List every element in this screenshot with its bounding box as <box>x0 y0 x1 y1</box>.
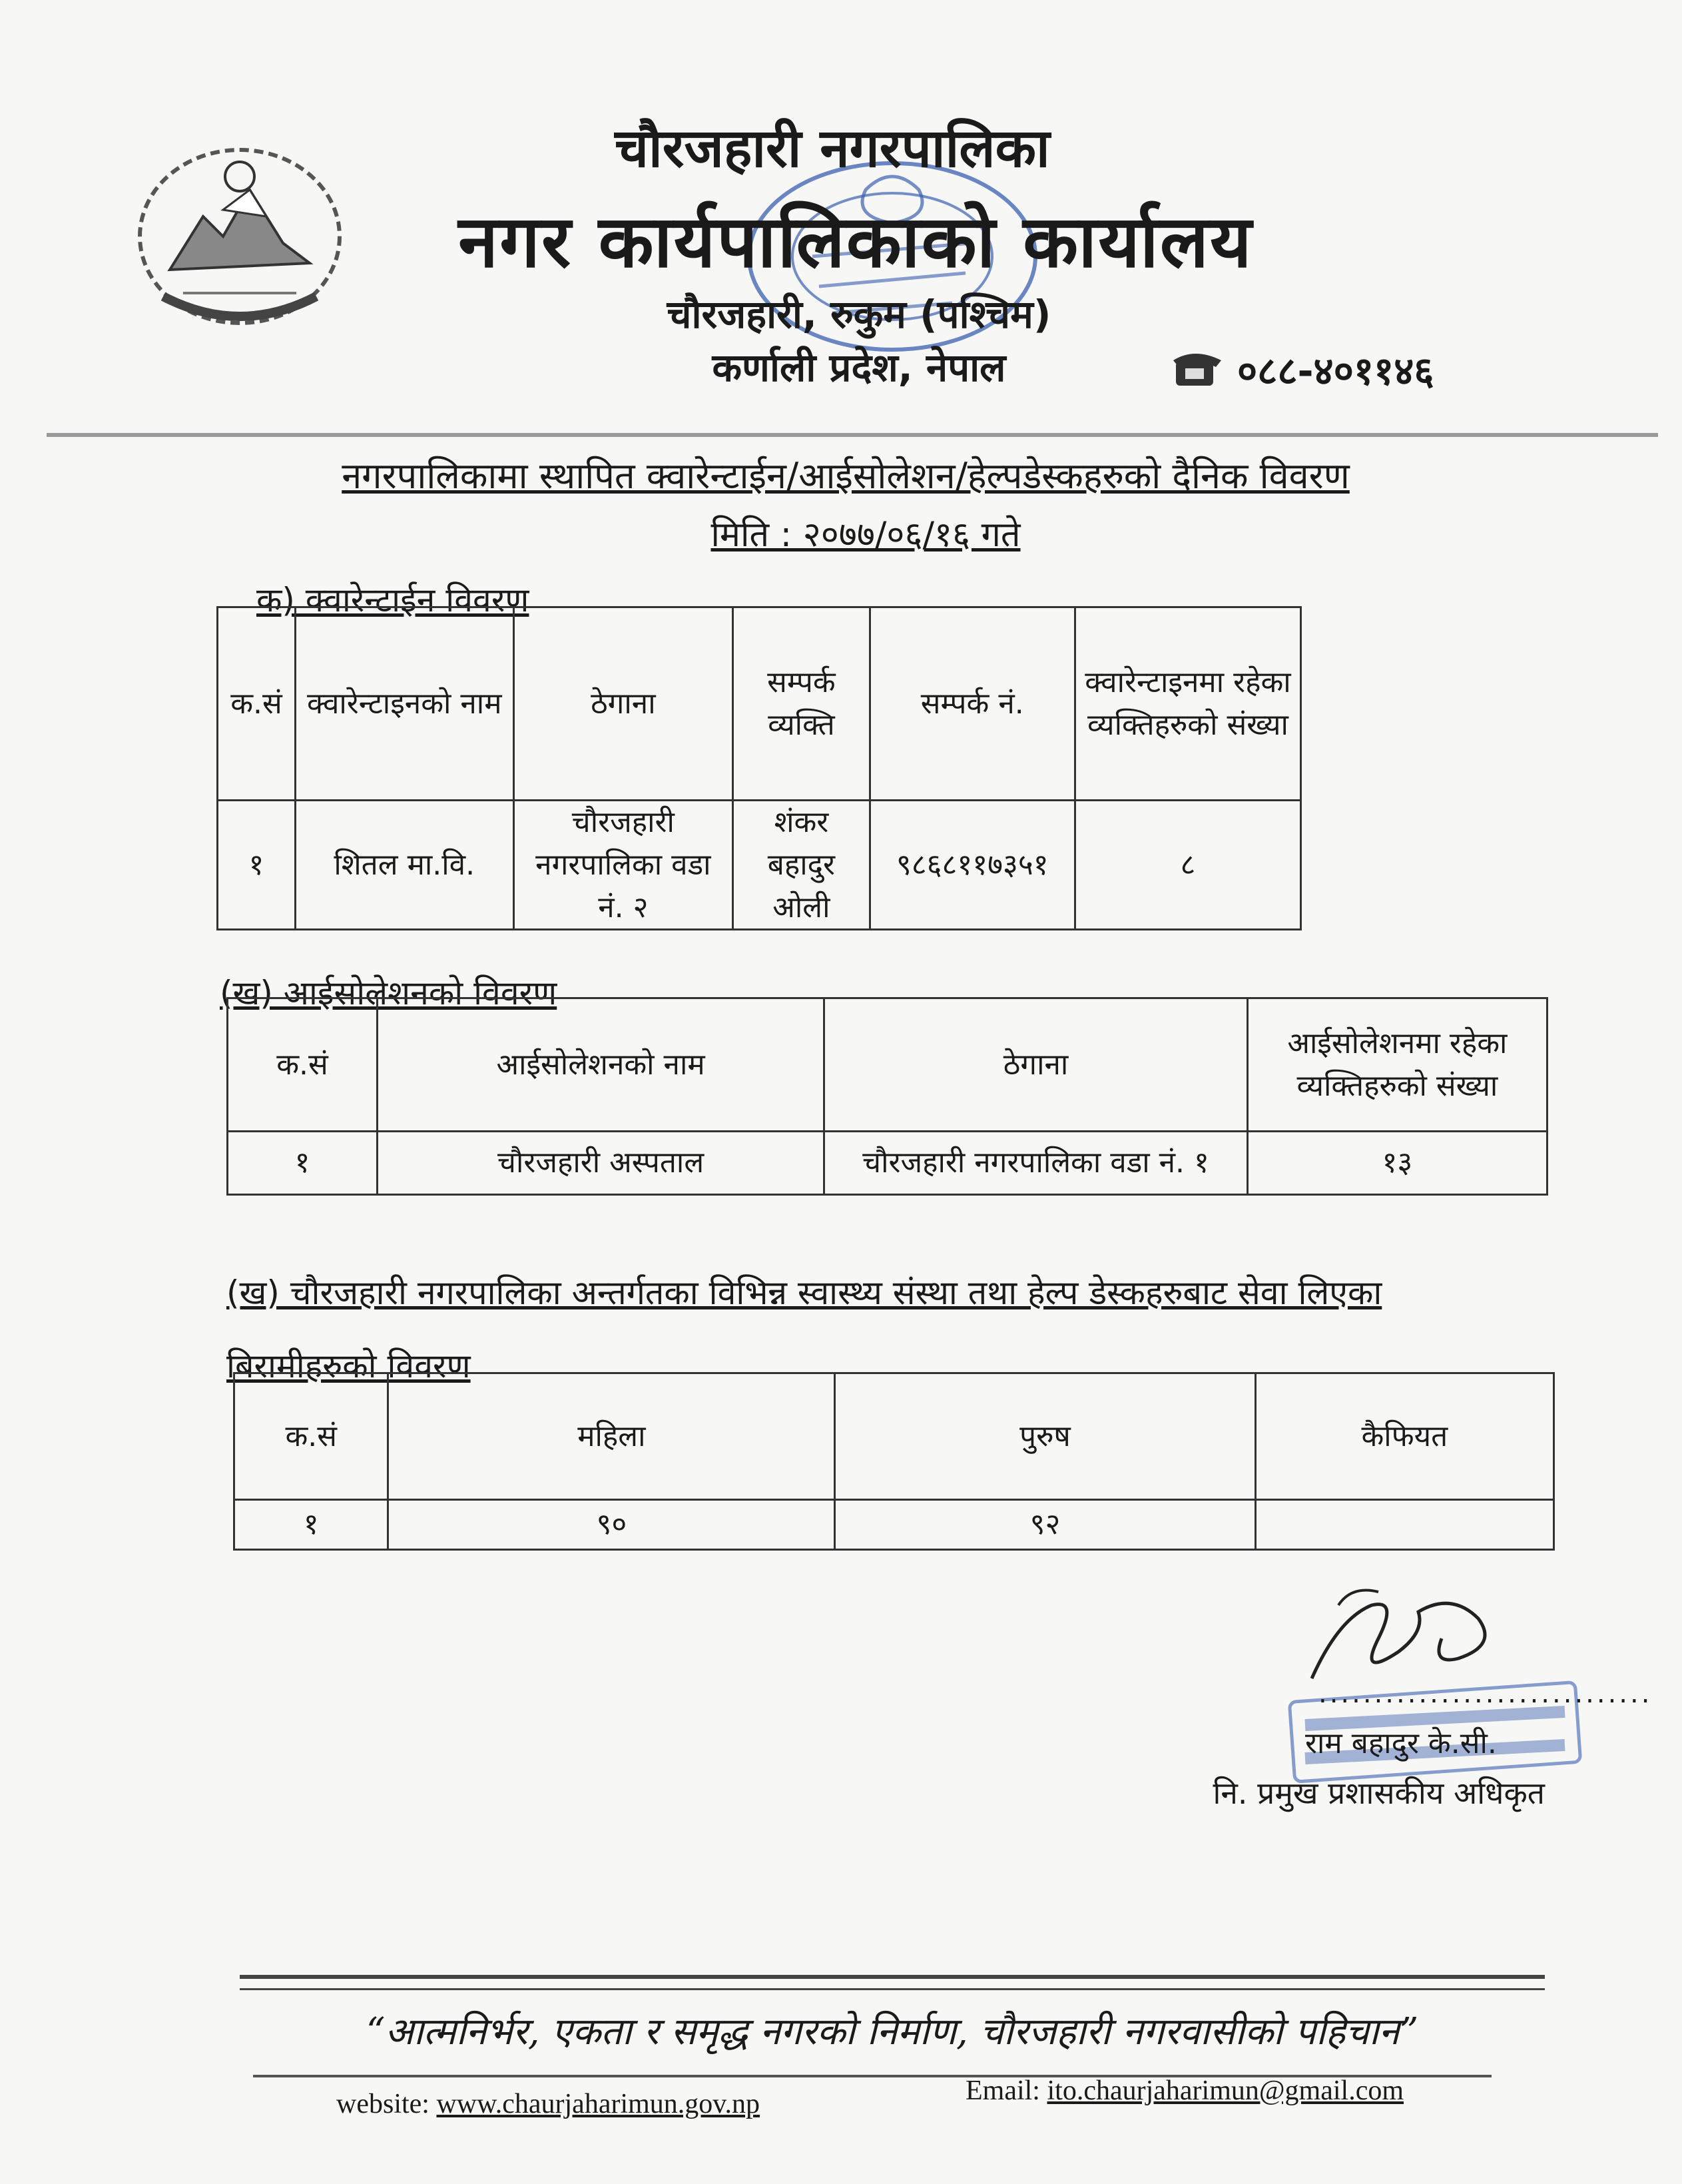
table-row <box>218 801 1301 930</box>
patients-heading-continued: बिरामीहरुको विवरण <box>226 1347 471 1385</box>
column-header: क.सं <box>228 998 378 1132</box>
report-date: मिति : २०७७/०६/१६ गते <box>710 515 1021 555</box>
table-row <box>228 1132 1547 1195</box>
patients-heading: (ख) चौरजहारी नगरपालिका अन्तर्गतका विभिन्न स्वास्थ्य संस्था तथा हेल्प डेस्कहरुबाट सेवा लिएका <box>226 1274 1382 1312</box>
cell-sn: १ <box>218 801 296 930</box>
cell-name: चौरजहारी अस्पताल <box>377 1132 824 1195</box>
column-header: कैफियत <box>1255 1373 1553 1500</box>
telephone-icon <box>1172 350 1225 390</box>
table-header-row <box>228 998 1547 1132</box>
column-header: ठेगाना <box>513 607 733 801</box>
email-link[interactable]: ito.chaurjaharimun@gmail.com <box>1047 2075 1404 2106</box>
cell-count: १३ <box>1247 1132 1547 1195</box>
office-phone <box>1172 343 1434 396</box>
table-header-row <box>234 1373 1554 1500</box>
footer-website <box>336 2088 760 2120</box>
cell-sn: १ <box>234 1500 388 1550</box>
patients-table <box>233 1372 1555 1551</box>
cell-female: ९० <box>388 1500 835 1550</box>
cell-contact-number: ९८६८११७३५१ <box>870 801 1075 930</box>
footer-slogan: “आत्मनिर्भर, एकता र समृद्ध नगरको निर्माण, चौरजहारी नगरवासीको पहिचान” <box>366 2010 1419 2053</box>
website-link[interactable]: www.chaurjaharimun.gov.np <box>436 2089 760 2119</box>
nepal-emblem-icon <box>123 137 356 343</box>
isolation-heading: (ख) आईसोलेशनको विवरण <box>220 974 557 1012</box>
isolation-table <box>226 997 1548 1196</box>
signatory-name: राम बहादुर के.सी. <box>1305 1726 1497 1760</box>
cell-address: चौरजहारी नगरपालिका वडा नं. २ <box>513 801 733 930</box>
office-name: नगर कार्यपालिकाको कार्यालय <box>458 200 1253 284</box>
column-header: पुरुष <box>835 1373 1255 1500</box>
table-header-row <box>218 607 1301 801</box>
column-header: सम्पर्क नं. <box>870 607 1075 801</box>
column-header: क्वारेन्टाइनमा रहेका व्यक्तिहरुको संख्या <box>1075 607 1300 801</box>
column-header: क्वारेन्टाइनको नाम <box>296 607 514 801</box>
phone-number: ०८८-४०११४६ <box>1237 348 1434 394</box>
signature-line: .............................. <box>1318 1678 1653 1709</box>
cell-address: चौरजहारी नगरपालिका वडा नं. १ <box>824 1132 1248 1195</box>
email-label: Email: <box>966 2075 1040 2106</box>
cell-male: ९२ <box>835 1500 1255 1550</box>
footer-email <box>966 2075 1404 2107</box>
cell-remarks <box>1255 1500 1553 1550</box>
column-header: ठेगाना <box>824 998 1248 1132</box>
column-header: आईसोलेशनमा रहेका व्यक्तिहरुको संख्या <box>1247 998 1547 1132</box>
cell-count: ८ <box>1075 801 1300 930</box>
quarantine-heading: क) क्वारेन्टाईन विवरण <box>256 581 529 619</box>
footer-divider <box>240 1975 1545 1979</box>
signatory-designation: नि. प्रमुख प्रशासकीय अधिकृत <box>1213 1775 1545 1811</box>
municipality-name: चौरजहारी नगरपालिका <box>615 117 1050 179</box>
column-header: महिला <box>388 1373 835 1500</box>
footer-divider <box>240 1988 1545 1990</box>
cell-contact-person: शंकर बहादुर ओली <box>733 801 870 930</box>
quarantine-table <box>216 606 1302 930</box>
header-divider <box>47 433 1658 437</box>
column-header: आईसोलेशनको नाम <box>377 998 824 1132</box>
website-label: website: <box>336 2089 429 2119</box>
column-header: सम्पर्क व्यक्ति <box>733 607 870 801</box>
page-title: नगरपालिकामा स्थापित क्वारेन्टाईन/आईसोलेशन/हेल्पडेस्कहरुको दैनिक विवरण <box>342 455 1350 497</box>
column-header: क.सं <box>234 1373 388 1500</box>
cell-sn: १ <box>228 1132 378 1195</box>
office-location: चौरजहारी, रुकुम (पश्चिम) <box>667 292 1051 337</box>
cell-name: शितल मा.वि. <box>296 801 514 930</box>
table-row <box>234 1500 1554 1550</box>
office-province: कर्णाली प्रदेश, नेपाल <box>712 345 1006 390</box>
column-header: क.सं <box>218 607 296 801</box>
